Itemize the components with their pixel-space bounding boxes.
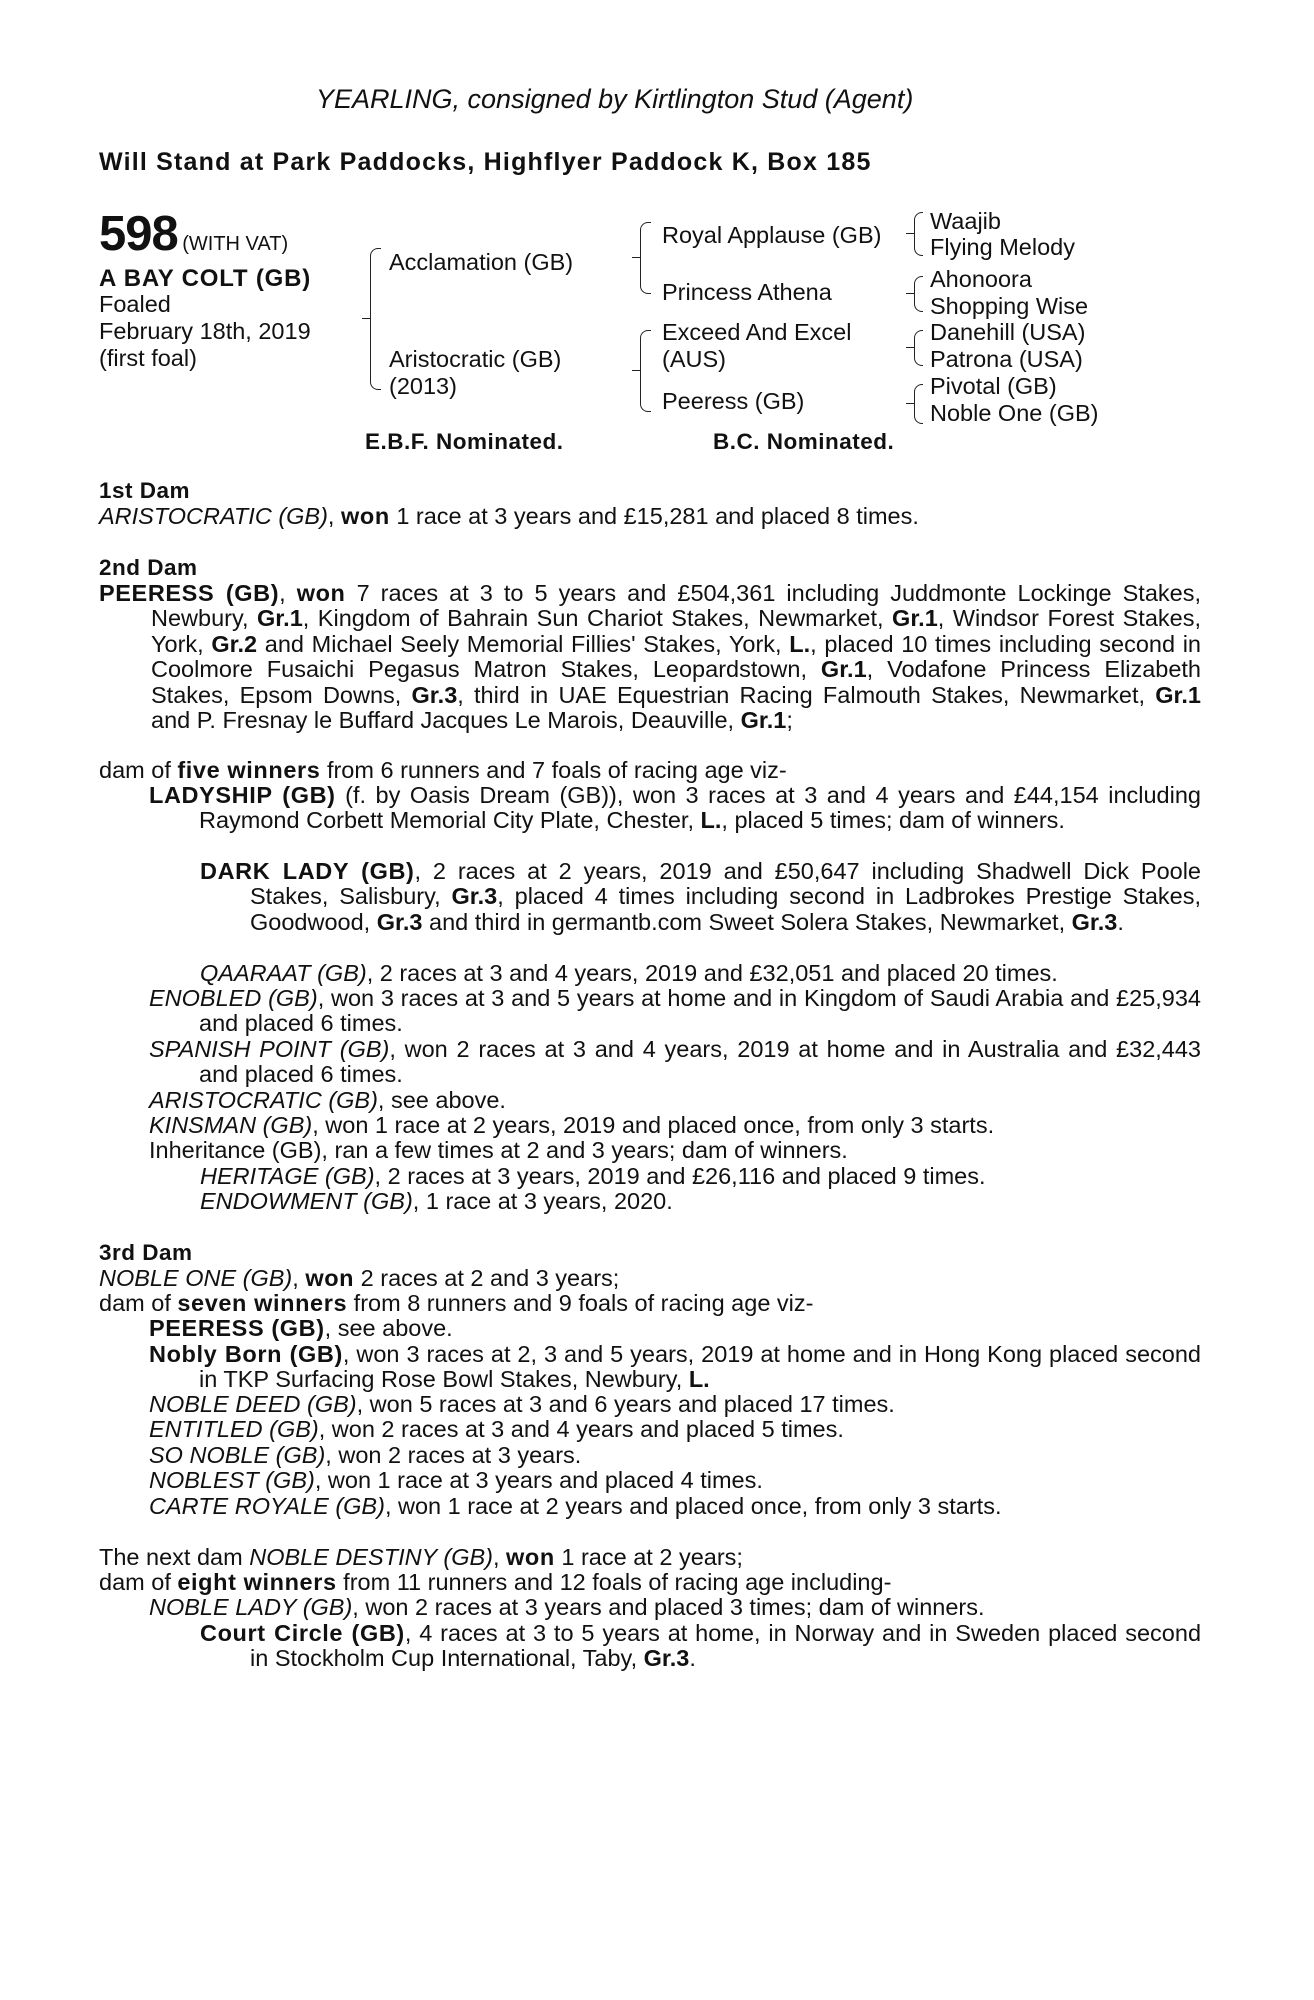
grade-label: Gr.1 [892,605,938,632]
pedigree-brace-g3-2-point [906,293,914,294]
record-text: , 2 races at 2 years, 2019 and £50,647 including Shadwell Dick Poole Stakes, Salisbury, [250,858,1201,910]
horse-name: KINSMAN (GB) [149,1112,313,1138]
record-text: , placed 10 times including second in Coolmore Fusaichi Pegasus Matron Stakes, Leopardstown, [151,630,1202,683]
horse-name: NOBLE ONE (GB) [99,1265,293,1291]
won-label: won [296,580,346,606]
record-text: The next dam [99,1544,243,1570]
bc-nomination: B.C. Nominated. [713,429,895,454]
record-text: , 2 races at 3 years, 2019 and £26,116 and placed 9 times. [374,1163,986,1189]
dam-sire-name: Exceed And Excel [662,319,852,345]
first-dam-heading: 1st Dam [99,478,191,503]
horse-name: ARISTOCRATIC (GB) [149,1087,378,1113]
produce-entry [200,1621,1201,1672]
vat-note: (WITH VAT) [182,233,289,255]
record-text: , Vodafone Princess Elizabeth Stakes, Epsom Downs, [151,656,1201,708]
pedigree-brace-g3-4 [914,384,923,424]
horse-name: ARISTOCRATIC (GB) [99,503,328,529]
horse-name: SPANISH POINT (GB) [149,1036,390,1062]
horse-name: SO NOBLE (GB) [149,1442,326,1468]
grade-label: Gr.3 [411,681,458,708]
pedigree-brace-g3-2 [914,276,923,312]
grade-label: Gr.2 [211,630,258,657]
horse-name: NOBLEST (GB) [149,1467,315,1493]
pedigree-brace-g3-3-point [906,347,914,348]
record-text: , third in UAE Equestrian Racing Falmouth Stakes, Newmarket, [457,681,1146,708]
horse-name: PEERESS (GB) [149,1315,325,1341]
pedigree-brace-sire [640,222,651,294]
grade-label: Gr.3 [1071,908,1118,935]
produce-entry [200,961,1058,986]
record-text: , 1 race at 3 years, 2020. [412,1188,673,1214]
grade-label: Gr.1 [740,707,787,734]
horse-name: LADYSHIP (GB) [149,782,336,808]
sire-dam-name: Princess Athena [662,279,832,305]
record-text: , won 2 races at 3 years. [325,1442,582,1468]
pedigree-brace-gen1-point [362,318,370,319]
record-text: , won 3 races at 2, 3 and 5 years, 2019 at home and in Hong Kong placed second in TKP Surfacing Rose Bowl Stakes, Newbury, [199,1341,1201,1393]
record-text: 1 race at 3 years and £15,281 and placed 8 times. [396,503,919,529]
grade-label: Gr.1 [257,605,303,632]
record-text: , placed 4 times including second in Ladbrokes Prestige Stakes, Goodwood, [250,883,1201,935]
gen3-ancestor: Noble One (GB) [930,400,1099,426]
record-text: , Windsor Forest Stakes, York, [151,605,1201,657]
record-text: , see above. [377,1087,506,1113]
pedigree-brace-sire-point [632,257,640,258]
produce-entry [149,1595,985,1620]
third-dam-record: NOBLE ONE (GB), won 2 races at 2 and 3 years; [99,1265,620,1291]
produce-entry: Inheritance (GB), ran a few times at 2 and 3 years; dam of winners. [149,1137,848,1163]
sire-sire-name: Royal Applause (GB) [662,222,882,248]
record-text: . [1117,908,1124,935]
grade-label: Gr.3 [451,883,498,910]
record-text: , placed 5 times; dam of winners. [721,807,1065,834]
produce-summary [99,758,787,783]
record-text: , won 2 races at 3 and 4 years, 2019 at home and in Australia and £32,443 and placed 6 times. [199,1036,1201,1088]
record-text: (f. by Oasis Dream (GB)), won 3 races at 3 and 4 years and £44,154 including Raymond Corbett Memorial City Plate, Chester, [199,782,1201,834]
gen3-ancestor: Shopping Wise [930,293,1089,319]
record-text: . [689,1645,696,1672]
horse-name: NOBLE LADY (GB) [149,1594,353,1620]
record-text: , won 2 races at 3 years and placed 3 times; dam of winners. [352,1594,985,1620]
produce-summary [99,1570,891,1595]
gen3-ancestor: Waajib [930,208,1001,234]
page-title: YEARLING, consigned by Kirtlington Stud (Agent) [316,84,914,114]
record-text: dam of [99,1290,171,1316]
horse-name: HERITAGE (GB) [200,1163,375,1189]
record-text: ; [786,707,793,734]
gen3-ancestor: Pivotal (GB) [930,373,1057,399]
horse-name: Court Circle (GB) [200,1620,405,1646]
lot-number-row [99,206,288,262]
record-text: , 2 races at 3 and 4 years, 2019 and £32,051 and placed 20 times. [366,960,1058,986]
grade-label: L. [789,630,811,657]
record-text: and P. Fresnay le Buffard Jacques Le Marois, Deauville, [151,707,735,734]
record-text: and Michael Seely Memorial Fillies' Stakes, York, [264,630,782,657]
pedigree-brace-g3-4-point [906,403,914,404]
record-text: , won 3 races at 3 and 5 years at home and in Kingdom of Saudi Arabia and £25,934 and placed 6 times. [199,985,1202,1037]
record-text: , won 1 race at 2 years and placed once, from only 3 starts. [384,1493,1002,1519]
horse-name: ENOBLED (GB) [149,985,318,1011]
record-text: dam of [99,1569,171,1595]
gen3-ancestor: Ahonoora [930,266,1032,292]
produce-entry [149,986,1201,1037]
record-text: , won 1 race at 2 years, 2019 and placed once, from only 3 starts. [312,1112,995,1138]
produce-entry [149,1443,581,1468]
winners-count: eight winners [177,1569,337,1595]
gen3-ancestor: Patrona (USA) [930,346,1083,372]
horse-name: NOBLE DEED (GB) [149,1391,357,1417]
horse-name: PEERESS (GB) [99,580,280,606]
horse-name: Nobly Born (GB) [149,1341,343,1367]
grade-label: Gr.1 [1155,681,1201,708]
record-text: from 8 runners and 9 foals of racing age viz- [353,1290,814,1316]
record-text: , see above. [324,1315,453,1341]
won-label: won [506,1544,555,1570]
produce-entry [200,859,1201,935]
produce-entry [200,1164,986,1189]
produce-entry [149,1342,1201,1393]
first-dam-record: ARISTOCRATIC (GB), won 1 race at 3 years and £15,281 and placed 8 times. [99,503,919,529]
grade-label: L. [688,1366,710,1393]
first-foal-note: (first foal) [99,345,197,371]
produce-entry [149,1088,506,1113]
won-label: won [305,1265,355,1291]
grade-label: Gr.1 [820,656,867,683]
record-text: 1 race at 2 years; [561,1544,743,1570]
produce-entry [200,1189,673,1214]
record-text: and third in germantb.com Sweet Solera Stakes, Newmarket, [429,908,1066,935]
pedigree-brace-g3-1 [914,212,923,256]
record-text: , won 1 race at 3 years and placed 4 times. [314,1467,763,1493]
produce-entry [149,1392,895,1417]
horse-name: CARTE ROYALE (GB) [149,1493,385,1519]
record-text: from 11 runners and 12 foals of racing age including- [343,1569,892,1595]
produce-entry [149,1494,1001,1519]
ebf-nomination: E.B.F. Nominated. [365,429,564,454]
record-text: , won 2 races at 3 and 4 years and placed 5 times. [318,1416,844,1442]
horse-name: ENDOWMENT (GB) [200,1188,413,1214]
horse-name: DARK LADY (GB) [200,858,415,884]
second-dam-record: PEERESS (GB), won 7 races at 3 to 5 years and £504,361 including Juddmonte Lockinge Stakes, Newbury, Gr.1, Kingdom of Bahrain Sun Chariot Stakes, Newmarket, Gr.1, Windsor Forest Stakes, York, Gr.2 and Michael Seely Memorial Fillies' Stakes, York, L., placed 10 times including second in Coolmore Fusaichi Pegasus Matron Stakes, Leopardstown, Gr.1, Vodafone Princess Elizabeth Stakes, Epsom Downs, Gr.3, third in UAE Equestrian Racing Falmouth Stakes, Newmarket, Gr.1 and P. Fresnay le Buffard Jacques Le Marois, Deauville, Gr.1; [99,580,1202,734]
record-text: , won 5 races at 3 and 6 years and placed 17 times. [356,1391,895,1417]
dam-sire-country: (AUS) [662,346,726,372]
produce-entry [149,1417,844,1442]
grade-label: Gr.3 [376,908,423,935]
third-dam-heading: 3rd Dam [99,1240,193,1265]
record-text: , Kingdom of Bahrain Sun Chariot Stakes, Newmarket, [302,605,884,632]
pedigree-brace-dam-point [632,370,640,371]
sire-name: Acclamation (GB) [389,249,574,275]
pedigree-brace-dam [640,330,651,412]
pedigree-brace-g3-1-point [906,233,914,234]
record-text: 2 races at 2 and 3 years; [360,1265,620,1291]
pedigree-brace-g3-3 [914,330,923,366]
record-text: 7 races at 3 to 5 years and £504,361 including Juddmonte Lockinge Stakes, Newbury, [151,580,1201,632]
won-label: won [340,503,390,529]
lot-name: A BAY COLT (GB) [99,265,312,292]
dam-dam-name: Peeress (GB) [662,388,805,414]
produce-summary [99,1291,813,1316]
produce-entry [149,1037,1201,1088]
stabling-location: Will Stand at Park Paddocks, Highflyer Paddock K, Box 185 [99,148,872,176]
produce-entry [149,1468,763,1493]
next-dam-record: The next dam NOBLE DESTINY (GB), won 1 race at 2 years; [99,1544,743,1570]
grade-label: L. [700,807,722,834]
produce-entry [149,1113,994,1138]
record-text: , 4 races at 3 to 5 years at home, in Norway and in Sweden placed second in Stockholm Cup International, Taby, [250,1620,1202,1672]
foaled-label: Foaled [99,291,171,317]
horse-name: NOBLE DESTINY (GB) [249,1544,493,1570]
dam-year: (2013) [389,373,457,399]
horse-name: ENTITLED (GB) [149,1416,319,1442]
produce-entry [149,783,1201,834]
record-text: from 6 runners and 7 foals of racing age viz- [326,757,787,783]
lot-number: 598 [99,207,178,261]
gen3-ancestor: Flying Melody [930,234,1075,260]
dam-name: Aristocratic (GB) [389,346,562,372]
produce-entry [149,1316,453,1341]
record-text: dam of [99,757,171,783]
pedigree-brace-gen1 [370,248,381,390]
grade-label: Gr.3 [643,1645,690,1672]
winners-count: five winners [177,757,321,783]
horse-name: QAARAAT (GB) [200,960,367,986]
gen3-ancestor: Danehill (USA) [930,319,1086,345]
foaled-date: February 18th, 2019 [99,318,311,344]
winners-count: seven winners [177,1290,348,1316]
second-dam-heading: 2nd Dam [99,555,198,580]
